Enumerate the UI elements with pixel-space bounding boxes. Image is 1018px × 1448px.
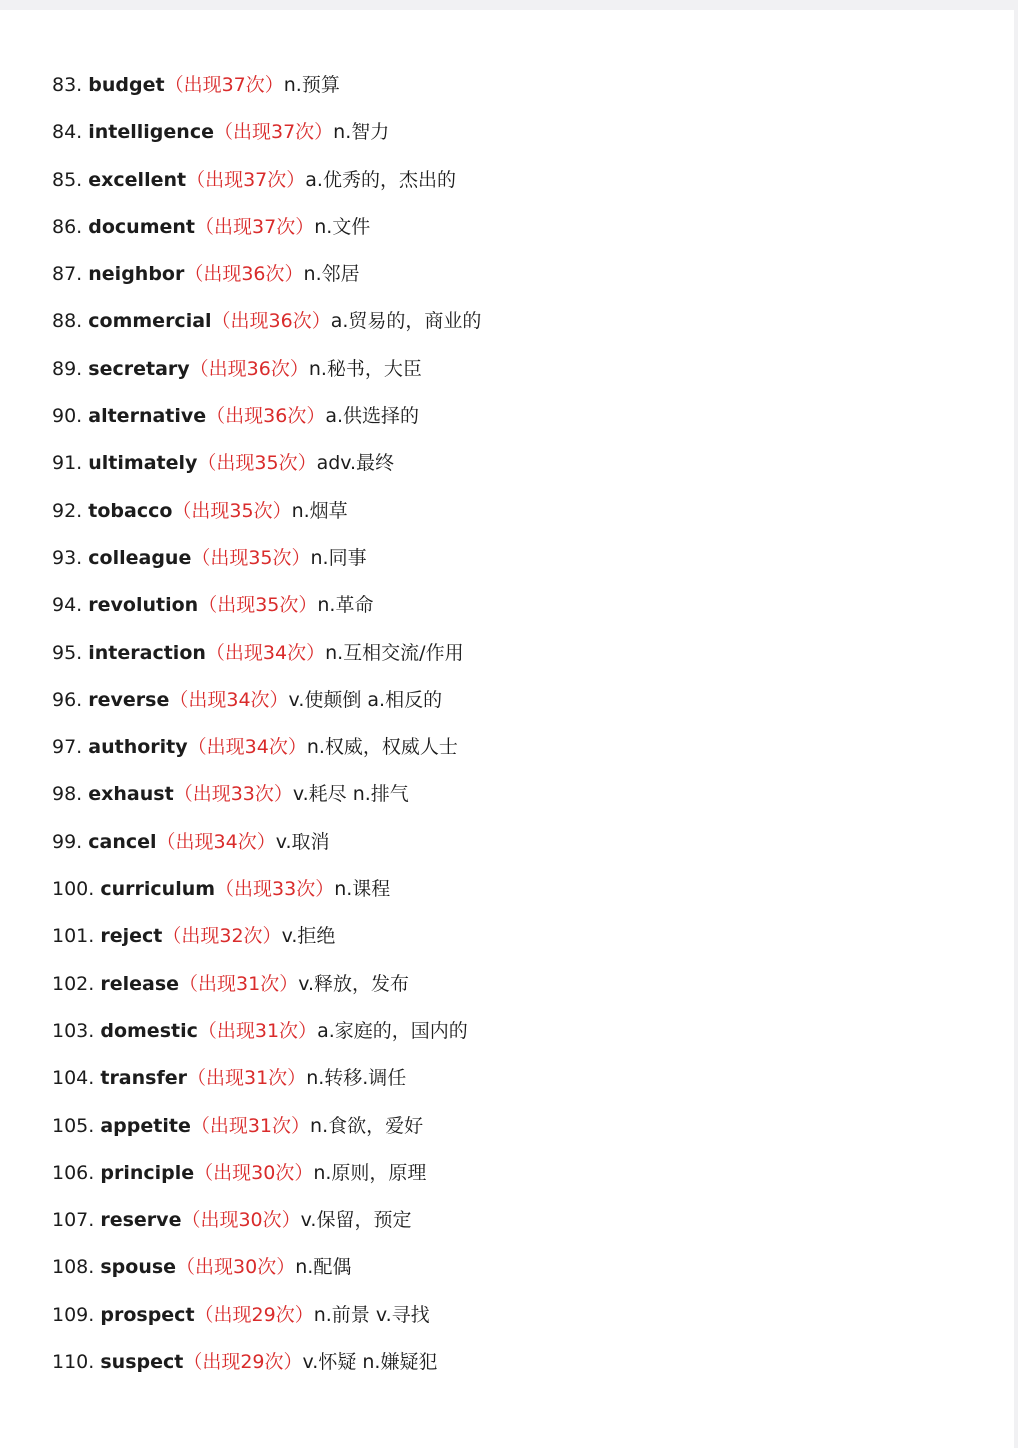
entry-word: budget — [88, 74, 165, 96]
entry-definition: n.转移.调任 — [306, 1067, 407, 1090]
entry-definition: n.食欲，爱好 — [310, 1114, 424, 1137]
entry-number: 97. — [52, 736, 83, 759]
vocab-entry — [52, 440, 481, 487]
entry-frequency: （出现29次） — [194, 1303, 314, 1326]
entry-number: 100. — [52, 878, 95, 901]
entry-word: revolution — [88, 594, 199, 617]
entry-number: 85. — [52, 168, 83, 191]
entry-number: 86. — [52, 215, 83, 238]
vocab-entry — [52, 677, 481, 724]
entry-frequency: （出现31次） — [187, 1067, 307, 1090]
entry-word: appetite — [100, 1114, 191, 1137]
entry-number: 83. — [52, 74, 83, 96]
entry-word: tobacco — [88, 499, 173, 522]
entry-number: 96. — [52, 688, 83, 711]
entry-definition: a.供选择的 — [325, 405, 420, 428]
entry-frequency: （出现36次） — [211, 310, 331, 333]
entry-word: release — [100, 972, 180, 995]
entry-word: spouse — [100, 1256, 177, 1279]
entry-definition: n.智力 — [333, 121, 390, 144]
entry-definition: n.权威，权威人士 — [306, 736, 458, 759]
entry-frequency: （出现36次） — [184, 263, 304, 286]
entry-definition: adv.最终 — [316, 452, 395, 475]
entry-word: document — [88, 215, 196, 238]
entry-definition: v.取消 — [275, 830, 330, 853]
entry-word: reverse — [88, 688, 170, 711]
entry-definition: n.预算 — [283, 74, 340, 96]
entry-frequency: （出现34次） — [169, 688, 289, 711]
entry-definition: a.贸易的，商业的 — [330, 310, 482, 333]
entry-number: 109. — [52, 1303, 95, 1326]
entry-definition: v.怀疑 n.嫌疑犯 — [302, 1351, 438, 1374]
vocab-entry — [52, 1150, 481, 1197]
entry-word: intelligence — [88, 121, 214, 144]
entry-number: 84. — [52, 121, 83, 144]
entry-word: authority — [88, 736, 188, 759]
entry-number: 98. — [52, 783, 83, 806]
entry-word: transfer — [100, 1067, 187, 1090]
vocab-entry — [52, 109, 481, 156]
entry-number: 104. — [52, 1067, 95, 1090]
vocab-entry — [52, 535, 481, 582]
vocab-entry — [52, 393, 481, 440]
entry-number: 87. — [52, 263, 83, 286]
entry-number: 106. — [52, 1161, 95, 1184]
entry-frequency: （出现32次） — [162, 925, 282, 948]
entry-number: 103. — [52, 1019, 95, 1042]
vocab-entry — [52, 157, 481, 204]
entry-frequency: （出现31次） — [179, 972, 299, 995]
entry-definition: v.耗尽 n.排气 — [292, 783, 409, 806]
entry-word: secretary — [88, 357, 190, 380]
entry-definition: n.革命 — [317, 594, 374, 617]
vocab-entry — [52, 630, 481, 677]
entry-number: 94. — [52, 594, 83, 617]
entry-frequency: （出现36次） — [189, 357, 309, 380]
vocab-entry — [52, 866, 481, 913]
entry-word: domestic — [100, 1019, 198, 1042]
entry-frequency: （出现29次） — [183, 1351, 303, 1374]
entry-definition: n.前景 v.寻找 — [313, 1303, 430, 1326]
vocab-entry — [52, 204, 481, 251]
entry-word: reserve — [100, 1209, 182, 1232]
entry-definition: v.保留，预定 — [300, 1209, 412, 1232]
entry-number: 88. — [52, 310, 83, 333]
entry-frequency: （出现30次） — [181, 1209, 301, 1232]
vocabulary-list — [52, 62, 481, 1386]
vocab-entry — [52, 251, 481, 298]
entry-definition: n.互相交流/作用 — [325, 641, 464, 664]
entry-definition: v.使颠倒 a.相反的 — [288, 688, 443, 711]
vocab-entry — [52, 819, 481, 866]
entry-definition: a.家庭的，国内的 — [317, 1019, 468, 1042]
vocab-entry — [52, 298, 481, 345]
entry-word: commercial — [88, 310, 212, 333]
entry-number: 107. — [52, 1209, 95, 1232]
entry-frequency: （出现35次） — [172, 499, 292, 522]
entry-definition: n.秘书，大臣 — [308, 357, 422, 380]
entry-number: 91. — [52, 452, 83, 475]
entry-frequency: （出现37次） — [164, 74, 284, 96]
entry-number: 101. — [52, 925, 95, 948]
vocab-entry — [52, 1339, 481, 1386]
entry-number: 105. — [52, 1114, 95, 1137]
entry-definition: n.原则，原理 — [313, 1161, 427, 1184]
entry-word: prospect — [100, 1303, 195, 1326]
entry-word: neighbor — [88, 263, 185, 286]
entry-frequency: （出现34次） — [187, 736, 307, 759]
entry-number: 89. — [52, 357, 83, 380]
vocab-entry — [52, 1103, 481, 1150]
entry-definition: a.优秀的，杰出的 — [305, 168, 456, 191]
entry-frequency: （出现35次） — [197, 452, 317, 475]
entry-number: 99. — [52, 830, 83, 853]
entry-word: interaction — [88, 641, 206, 664]
entry-number: 95. — [52, 641, 83, 664]
entry-number: 90. — [52, 405, 83, 428]
entry-word: suspect — [100, 1351, 184, 1374]
entry-frequency: （出现37次） — [195, 215, 315, 238]
vocab-entry — [52, 1197, 481, 1244]
entry-frequency: （出现37次） — [186, 168, 306, 191]
entry-number: 93. — [52, 546, 83, 569]
vocab-entry — [52, 771, 481, 818]
vocab-entry — [52, 1055, 481, 1102]
entry-definition: v.拒绝 — [281, 925, 336, 948]
document-page — [0, 10, 1014, 1448]
vocab-entry — [52, 1244, 481, 1291]
vocab-entry — [52, 582, 481, 629]
entry-word: reject — [100, 925, 163, 948]
entry-word: excellent — [88, 168, 187, 191]
entry-frequency: （出现31次） — [197, 1019, 318, 1042]
entry-definition: n.同事 — [310, 546, 367, 569]
entry-definition: v.释放，发布 — [298, 972, 410, 995]
entry-frequency: （出现33次） — [215, 878, 335, 901]
vocab-entry — [52, 488, 481, 535]
entry-frequency: （出现31次） — [190, 1114, 311, 1137]
entry-word: cancel — [88, 830, 157, 853]
entry-number: 108. — [52, 1256, 95, 1279]
entry-number: 102. — [52, 972, 95, 995]
vocab-entry — [52, 913, 481, 960]
vocab-entry — [52, 62, 481, 109]
vocab-entry — [52, 724, 481, 771]
entry-word: colleague — [88, 546, 192, 569]
entry-frequency: （出现35次） — [191, 546, 311, 569]
vocab-entry — [52, 1292, 481, 1339]
entry-word: principle — [100, 1161, 195, 1184]
entry-frequency: （出现30次） — [176, 1256, 296, 1279]
vocab-entry — [52, 961, 481, 1008]
entry-word: exhaust — [88, 783, 174, 806]
entry-frequency: （出现30次） — [194, 1161, 314, 1184]
entry-word: alternative — [88, 405, 207, 428]
entry-number: 92. — [52, 499, 83, 522]
entry-definition: n.烟草 — [291, 499, 348, 522]
entry-number: 110. — [52, 1351, 95, 1374]
entry-definition: n.课程 — [334, 878, 391, 901]
entry-definition: n.文件 — [314, 215, 371, 238]
entry-frequency: （出现37次） — [213, 121, 334, 144]
entry-frequency: （出现35次） — [198, 594, 318, 617]
vocab-entry — [52, 1008, 481, 1055]
entry-definition: n.配偶 — [295, 1256, 352, 1279]
vocab-entry — [52, 346, 481, 393]
entry-frequency: （出现33次） — [173, 783, 293, 806]
entry-frequency: （出现34次） — [205, 641, 326, 664]
entry-word: ultimately — [88, 452, 198, 475]
entry-frequency: （出现34次） — [156, 830, 276, 853]
entry-word: curriculum — [100, 878, 216, 901]
entry-definition: n.邻居 — [303, 263, 360, 286]
entry-frequency: （出现36次） — [206, 405, 326, 428]
